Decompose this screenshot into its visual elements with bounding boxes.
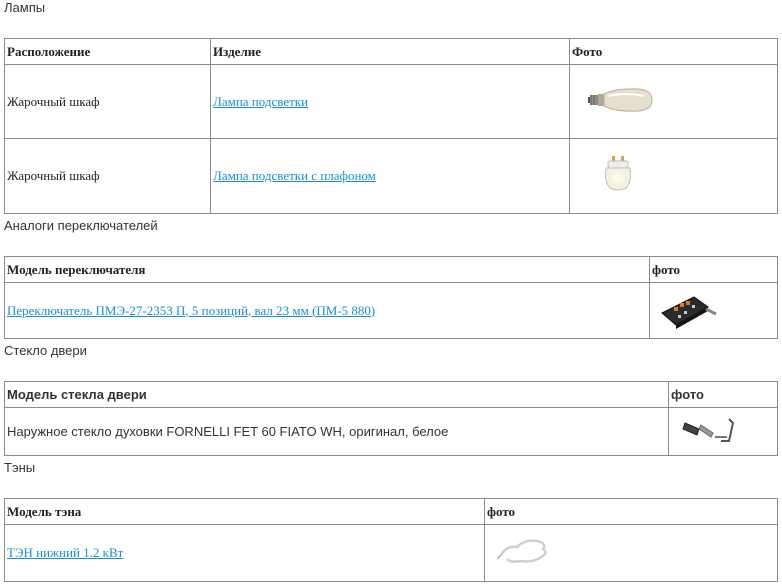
column-header-photo: Фото xyxy=(570,39,778,65)
cell-model xyxy=(5,283,650,339)
door-glass-icon[interactable] xyxy=(681,415,741,445)
glass-table xyxy=(4,381,778,456)
cell-location: Жарочный шкаф xyxy=(5,65,211,139)
product-link-lamp-with-shade[interactable]: Лампа подсветки с плафоном xyxy=(213,168,376,183)
section-heading-lamps: Лампы xyxy=(4,0,46,15)
column-header-photo: фото xyxy=(485,499,778,525)
cell-photo xyxy=(650,283,778,339)
cell-photo xyxy=(570,65,778,139)
heaters-table xyxy=(4,498,778,582)
column-header-model: Модель переключателя xyxy=(5,257,650,283)
table-row xyxy=(5,65,778,139)
cell-model xyxy=(5,525,485,582)
switches-table xyxy=(4,256,778,339)
table-header-row xyxy=(5,382,778,408)
column-header-model: Модель стекла двери xyxy=(5,382,669,408)
table-header-row xyxy=(5,499,778,525)
lamp-with-shade-icon[interactable] xyxy=(600,154,636,194)
cell-photo xyxy=(570,139,778,214)
table-row xyxy=(5,525,778,582)
section-heading-heaters: Тэны xyxy=(4,460,36,475)
cell-model: Наружное стекло духовки FORNELLI FET 60 FIATO WH, оригинал, белое xyxy=(5,408,669,456)
column-header-photo: фото xyxy=(650,257,778,283)
lamp-bulb-icon[interactable] xyxy=(586,80,656,120)
heating-element-icon[interactable] xyxy=(497,533,553,569)
column-header-location: Расположение xyxy=(5,39,211,65)
section-heading-switches: Аналоги переключателей xyxy=(4,218,158,233)
cell-photo xyxy=(669,408,778,456)
table-header-row xyxy=(5,257,778,283)
column-header-model: Модель тэна xyxy=(5,499,485,525)
column-header-photo: фото xyxy=(669,382,778,408)
lamps-table xyxy=(4,38,778,214)
cell-photo xyxy=(485,525,778,582)
table-header-row xyxy=(5,39,778,65)
cell-location: Жарочный шкаф xyxy=(5,139,211,214)
product-link-switch[interactable]: Переключатель ПМЭ-27-2353 П, 5 позиций, вал 23 мм (ПМ-5 880) xyxy=(7,302,376,318)
switch-icon[interactable] xyxy=(658,287,718,331)
cell-product xyxy=(211,65,570,139)
table-row xyxy=(5,283,778,339)
cell-product xyxy=(211,139,570,214)
section-heading-glass: Стекло двери xyxy=(4,343,87,358)
column-header-product: Изделие xyxy=(211,39,570,65)
table-row xyxy=(5,408,778,456)
product-link-lamp[interactable]: Лампа подсветки xyxy=(213,93,309,109)
product-link-heater[interactable]: ТЭН нижний 1.2 кВт xyxy=(7,545,124,560)
table-row xyxy=(5,139,778,214)
